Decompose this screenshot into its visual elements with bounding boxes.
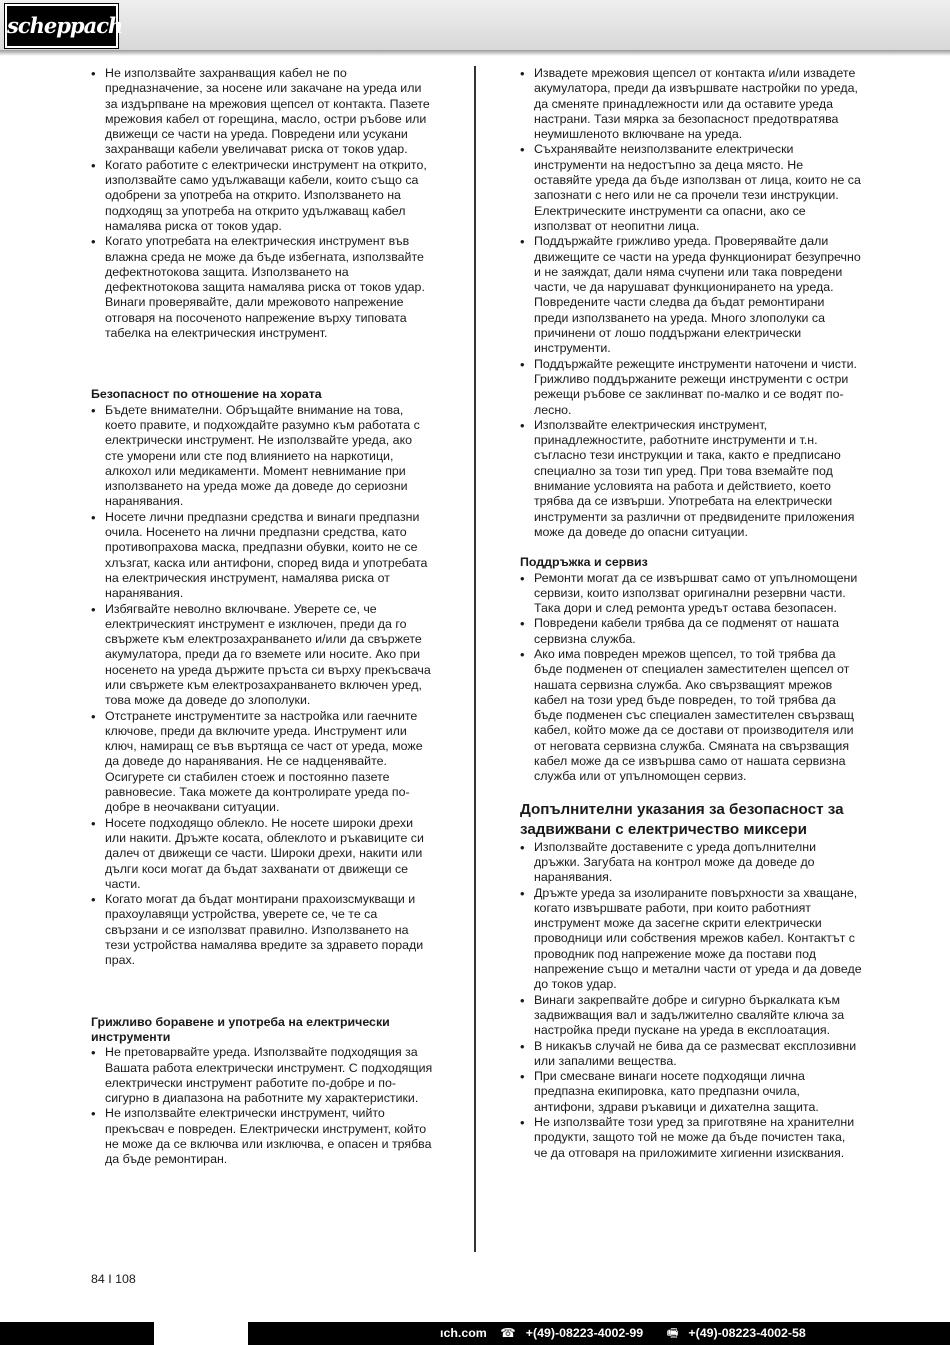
- list-item: • Носете подходящо облекло. Не носете широки дрехи или накити. Дръжте косата, облеклото и ръкавиците си далеч от движещи се части. Широки дрехи, накити или дълги коси могат да бъдат захванати от движещи се части.: [91, 816, 433, 892]
- list-item: • Не използвайте този уред за приготвяне на хранителни продукти, защото той не може да бъде почистен така, че да отговаря на приложимите хигиенни изисквания.: [520, 1115, 862, 1161]
- page-number: 84 I 108: [91, 1272, 136, 1286]
- list-item: • Поддържайте режещите инструменти наточени и чисти. Грижливо поддържаните режещи инструменти с остри режещи ръбове се заклинват по-малко и се водят по-лесно.: [520, 357, 862, 418]
- list-item: • Ремонти могат да се извършват само от упълномощени сервизи, които използват оригинални резервни части. Така дори и след ремонта уредът остава безопасен.: [520, 571, 862, 617]
- list-item: • Поддържайте грижливо уреда. Проверявайте дали движещите се части на уреда функционират безупречно и не заяждат, дали няма счупени или така повредени части, че да нарушават функционирането на уреда. Повредените части следва да бъдат ремонтирани преди използването на уреда. Много злополуки са причинени от лошо поддържани електрически инструменти.: [520, 234, 862, 356]
- list-item: • Бъдете внимателни. Обръщайте внимание на това, което правите, и подхождайте разумно към работата с електрически инструмент. Не използвайте уреда, ако сте уморени или сте под влиянието на наркотици, алкохол или медикаменти. Момент невнимание при използването на уреда може да доведе до сериозни наранявания.: [91, 403, 433, 510]
- list-item: • Ако има повреден мрежов щепсел, то той трябва да бъде подменен от специален заместителен щепсел от нашата сервизна служба. Ако свързващият мрежов кабел на този уред бъде повреден, то той трябва да бъде подменен със специален заместителен свързващ кабел, който може да се достави от производителя или от неговата сервизна служба. Смяната на свързващия кабел може да се извършва само от нашата сервизна служба или от упълномощен сервиз.: [520, 647, 862, 785]
- list-item: • При смесване винаги носете подходящи лична предпазна екипировка, като предпазни очила, антифони, здрави ръкавици и дихателна защита.: [520, 1069, 862, 1115]
- fax-icon: 🖷: [666, 1326, 679, 1340]
- section-heading-service: Поддръжка и сервиз: [520, 555, 648, 570]
- section-heading-people-safety: Безопасност по отношение на хората: [91, 387, 322, 402]
- footer-phone-number: +(49)-08223-4002-99: [525, 1326, 644, 1340]
- left-column: [91, 66, 433, 1168]
- footer-fax-number: +(49)-08223-4002-58: [688, 1326, 806, 1340]
- list-item: • Съхранявайте неизползваните електрически инструменти на недостъпно за деца място. Не оставяйте уреда да бъде използван от лица, които не са запознати с него или не са прочели тези инструкции. Електрическите инструменти са опасни, ако се използват от неопитни лица.: [520, 142, 862, 234]
- page-header: [0, 0, 950, 50]
- column-divider: [474, 66, 476, 1252]
- intro-list: [91, 66, 433, 341]
- people-safety-list: [91, 403, 433, 969]
- scheppach-logo: scheppach: [5, 4, 118, 48]
- list-item: • Избягвайте неволно включване. Уверете се, че електрическият инструмент е изключен, преди да го свържете към електрозахранването и/или да свържете акумулатора, преди да го вземете или носите. Ако при носенето на уреда държите пръста си върху прекъсвача или свържете към електрозахранването включен уред, това може да доведе до злополуки.: [91, 602, 433, 709]
- right-column: [520, 66, 862, 1161]
- footer-phone: [500, 1326, 653, 1340]
- intro-list-right: [520, 66, 862, 540]
- footer-white-block: [154, 1322, 248, 1345]
- header-shadow: [0, 50, 950, 56]
- mixer-safety-list: [520, 840, 862, 1161]
- section-heading-tool-handling: Грижливо боравене и употреба на електрически инструменти: [91, 1014, 390, 1044]
- list-item: • Носете лични предпазни средства и винаги предпазни очила. Носенето на лични предпазни средства, като противопрахова маска, предпазни обувки, които не се хлъзгат, каска или антифони, според вида и употребата на електрическия инструмент, намалява риска от наранявания.: [91, 510, 433, 602]
- list-item: • Повредени кабели трябва да се подменят от нашата сервизна служба.: [520, 616, 862, 647]
- list-item: • Използвайте електрическия инструмент, принадлежностите, работните инструменти и т.н. съгласно тези инструкции и така, както е предписано специално за този тип уред. При това вземайте под внимание условията на работа и действието, което трябва да се извърши. Употребата на електрически инструменти за различни от предвидените приложения може да доведе до опасни ситуации.: [520, 418, 862, 540]
- service-list: [520, 571, 862, 785]
- list-item: • Когато могат да бъдат монтирани прахоизсмукващи и прахоулавящи устройства, уверете се, че те са свързани и се използват правилно. Използването на тези устройства намалява вредите за здравето поради прах.: [91, 892, 433, 968]
- footer-fax: [667, 1326, 816, 1340]
- page-footer: [0, 1322, 950, 1345]
- list-item: • Извадете мрежовия щепсел от контакта и/или извадете акумулатора, преди да извършвате настройки по уреда, да сменяте принадлежности или да оставите уреда настрани. Тази мярка за безопасност предотвратява неумишленото включване на уреда.: [520, 66, 862, 142]
- list-item: • Не претоварвайте уреда. Използвайте подходящия за Вашата работа електрически инструмент. С подходящия електрически инструмент работите по-добре и по-сигурно в диапазона на работните му характеристики.: [91, 1045, 433, 1106]
- list-item: • Дръжте уреда за изолираните повърхности за хващане, когато извършвате работи, при които работният инструмент може да засегне скрити електрически проводници или собствения мрежов кабел. Контактът с проводник под напрежение може да постави под напрежение също и метални части от уреда и да доведе до токов удар.: [520, 886, 862, 993]
- list-item: • Когато работите с електрически инструмент на открито, използвайте само удължаващи кабели, които също са одобрени за употреба на открито. Използването на подходящ за употреба на открито удължаващ кабел намалява риска от токов удар.: [91, 158, 433, 234]
- list-item: • Винаги закрепвайте добре и сигурно бъркалката към задвижващия вал и задължително сваляйте ключа за настройка преди пускане на уреда в експлоатация.: [520, 993, 862, 1039]
- list-item: • Използвайте доставените с уреда допълнителни дръжки. Загубата на контрол може да доведе до наранявания.: [520, 840, 862, 886]
- phone-icon: ☎: [500, 1326, 516, 1340]
- section-heading-mixer-safety: Допълнителни указания за безопасност за задвижвани с електричество миксери: [520, 800, 844, 838]
- list-item: • Не използвайте електрически инструмент, чийто прекъсвач е повреден. Електрически инструмент, който не може да се включва или изключва, е опасен и трябва да бъде ремонтиран.: [91, 1106, 433, 1167]
- list-item: • Когато употребата на електрическия инструмент във влажна среда не може да бъде избегната, използвайте дефектнотокова защита. Използването на дефектнотокова защита намалява риска от токов удар. Винаги проверявайте, дали мрежовото напрежение отговаря на посоченото напрежение върху типовата табелка на електрическия инструмент.: [91, 234, 433, 341]
- footer-contact: [440, 1325, 826, 1342]
- list-item: • Отстранете инструментите за настройка или гаечните ключове, преди да включите уреда. Инструмент или ключ, намиращ се във въртяща се част от уреда, може да доведе до наранявания. Не се надценявайте. Осигурете си стабилен стоеж и постоянно пазете равновесие. Така можете да контролирате уреда по-добре в неочаквани ситуации.: [91, 709, 433, 816]
- footer-website: ıch.com: [440, 1326, 487, 1340]
- list-item: • Не използвайте захранващия кабел не по предназначение, за носене или закачане на уреда или за издърпване на мрежовия щепсел от контакта. Пазете мрежовия кабел от горещина, масло, остри ръбове или движещи се части на уреда. Повредени или усукани захранващи кабели увеличават риска от токов удар.: [91, 66, 433, 158]
- tool-handling-list: [91, 1045, 433, 1167]
- list-item: • В никакъв случай не бива да се размесват експлозивни или запалими вещества.: [520, 1039, 862, 1070]
